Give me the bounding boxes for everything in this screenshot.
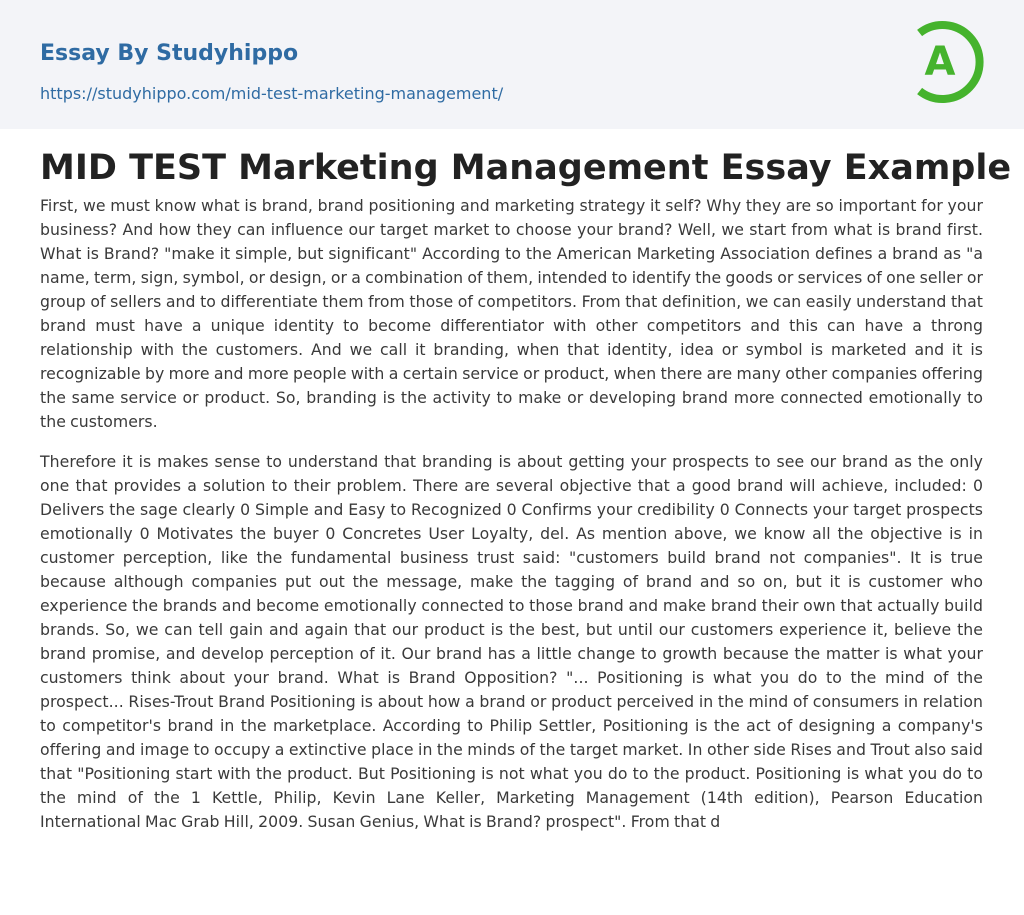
studyhippo-logo[interactable] [912, 19, 986, 105]
page-url-link[interactable]: https://studyhippo.com/mid-test-marketing-management/ [40, 84, 504, 103]
paragraph: First, we must know what is brand, brand positioning and marketing strategy it self? Why they are so important for your business? And how they can influence our target market to choose your brand? Well, we start from what is brand first. What is Brand? "make it simple, but significant" According to the American Marketing Association defines a brand as "a name, term, sign, symbol, or design, or a combination of them, intended to identify the goods or services of one seller or group of sellers and to differentiate them from those of competitors. From that definition, we can easily understand that brand must have a unique identity to become differentiator with other competitors and this can have a throng relationship with the customers. And we call it branding, when that identity, idea or symbol is marketed and it is recognizable by more and more people with a certain service or product, when there are many other companies offering the same service or product. So, branding is the activity to make or developing brand more connected emotionally to the customers. [40, 196, 983, 431]
article-title: MID TEST Marketing Management Essay Example [40, 148, 1012, 188]
logo-letter: A [924, 39, 956, 85]
site-header [0, 0, 1024, 129]
paragraph: Therefore it is makes sense to understand that branding is about getting your prospects to see our brand as the only one that provides a solution to their problem. There are several objective that a good brand will achieve, included: 0 Delivers the sage clearly 0 Simple and Easy to Recognized 0 Confirms your credibility 0 Connects your target prospects emotionally 0 Motivates the buyer 0 Concretes User Loyalty, del. As mention above, we know all the objective is in customer perception, like the fundamental business trust said: "customers build brand not companies". It is true because although companies put out the message, make the tagging of brand and so on, but it is customer who experience the brands and become emotionally connected to those brand and make brand their own that actually build brands. So, we can tell gain and again that our product is the best, but until our customers experience it, believe the brand promise, and develop perception of it. Our brand has a little change to growth because the matter is what your customers think about your brand. What is Brand Opposition? "... Positioning is what you do to the mind of the prospect... Rises-Trout Brand Positioning is about how a brand or product perceived in the mind of consumers in relation to competitor's brand in the marketplace. According to Philip Settler, Positioning is the act of designing a company's offering and image to occupy a extinctive place in the minds of the target market. In other side Rises and Trout also said that "Positioning start with the product. But Positioning is not what you do to the product. Positioning is what you do to the mind of the 1 Kettle, Philip, Kevin Lane Keller, Marketing Management (14th edition), Pearson Education International Mac Grab Hill, 2009. Susan Genius, What is Brand? prospect". From that d [40, 452, 983, 831]
article-body [40, 194, 983, 850]
site-name[interactable]: Essay By Studyhippo [40, 41, 299, 66]
